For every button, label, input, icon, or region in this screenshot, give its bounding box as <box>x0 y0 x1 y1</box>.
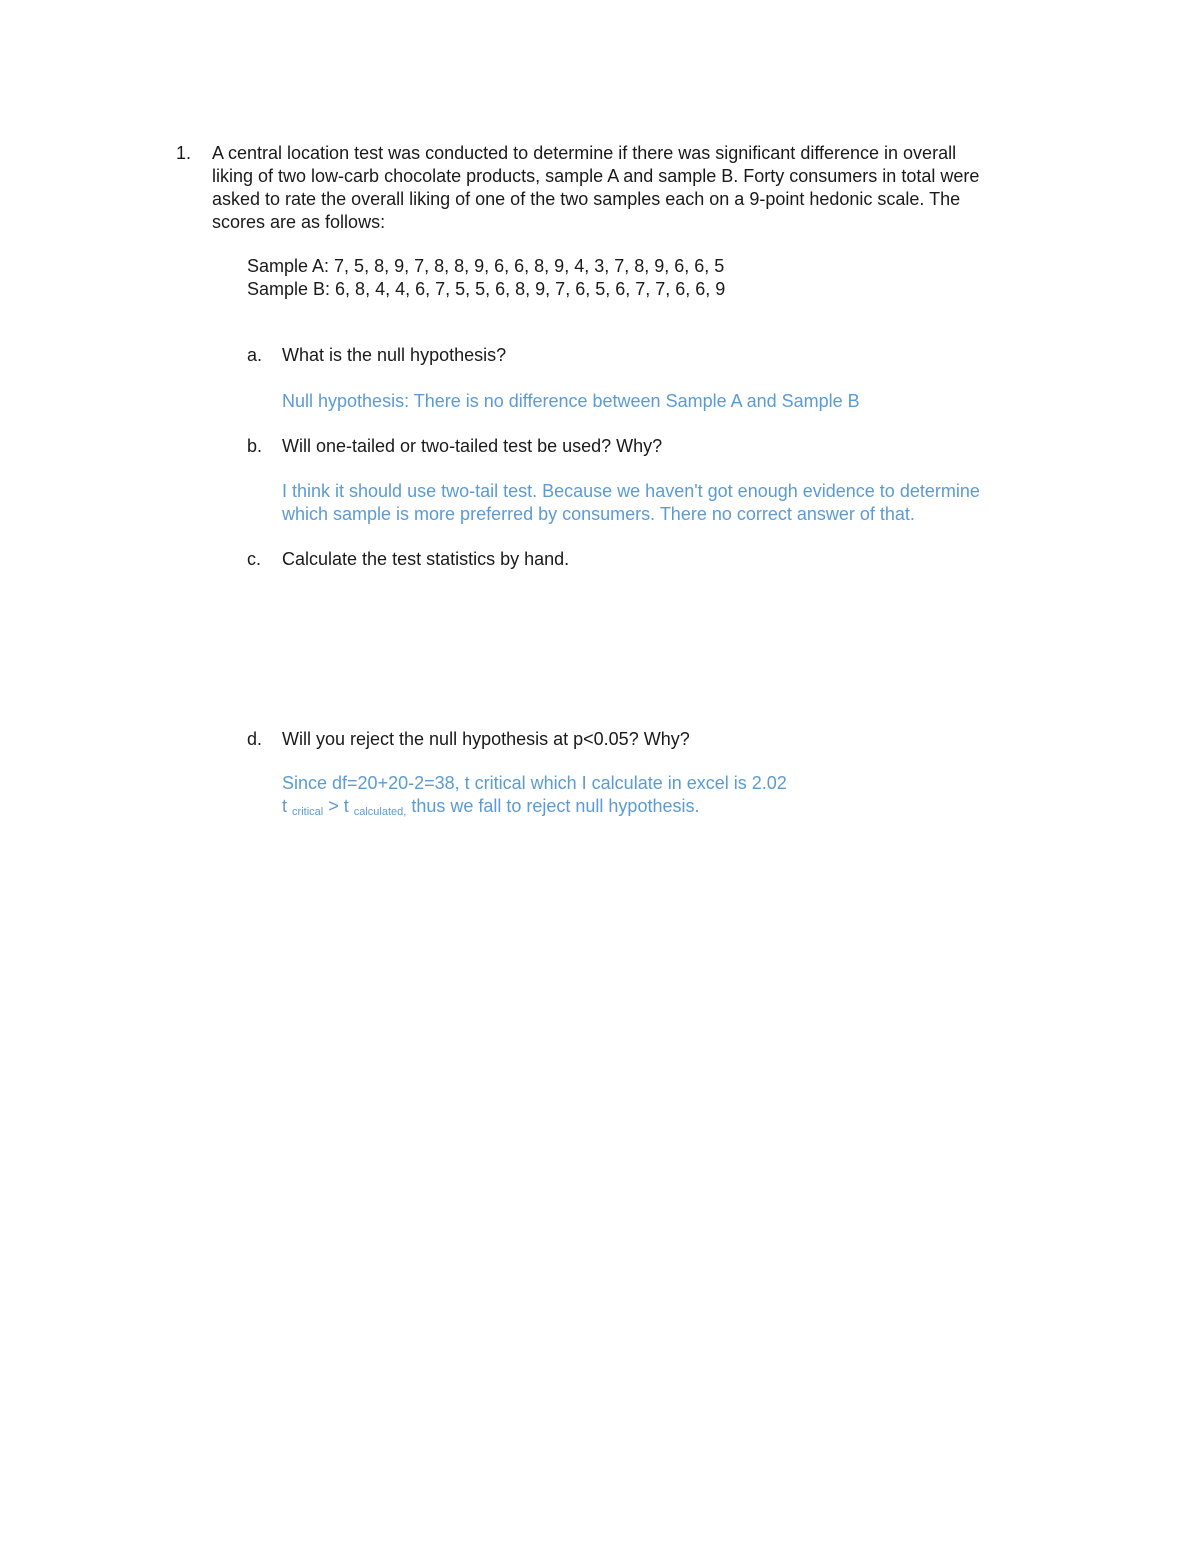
part-c-letter: c. <box>247 549 262 569</box>
part-b-text: Will one-tailed or two-tailed test be used? Why? <box>282 436 663 456</box>
part-a-answer <box>282 390 860 413</box>
part-a-text: What is the null hypothesis? <box>282 345 507 365</box>
part-c-text: Calculate the test statistics by hand. <box>282 549 570 569</box>
calculated-subscript: calculated, <box>353 806 407 818</box>
question-line: liking of two low-carb chocolate products, sample A and sample B. Forty consumers in total were <box>212 166 980 186</box>
question-line: asked to rate the overall liking of one of the two samples each on a 9-point hedonic scale. The <box>212 189 961 209</box>
part-c-question <box>247 548 569 571</box>
part-d-answer <box>282 772 787 821</box>
part-d-letter: d. <box>247 729 263 749</box>
sample-b-scores: Sample B: 6, 8, 4, 4, 6, 7, 5, 5, 6, 8, 9, 7, 6, 5, 6, 7, 7, 6, 6, 9 <box>247 279 726 299</box>
greater-than-t: > t <box>323 796 349 816</box>
part-b-answer <box>282 480 980 526</box>
part-a-answer-text: Null hypothesis: There is no difference between Sample A and Sample B <box>282 391 860 411</box>
part-b-answer-line: I think it should use two-tail test. Because we haven't got enough evidence to determine <box>282 481 980 501</box>
sample-a-scores: Sample A: 7, 5, 8, 9, 7, 8, 8, 9, 6, 6, 8, 9, 4, 3, 7, 8, 9, 6, 6, 5 <box>247 256 725 276</box>
question-line: A central location test was conducted to determine if there was significant difference in overall <box>212 143 957 163</box>
part-b-letter: b. <box>247 436 263 456</box>
part-d-answer-line1: Since df=20+20-2=38, t critical which I calculate in excel is 2.02 <box>282 773 787 793</box>
part-d-answer-line2 <box>282 795 787 821</box>
question-number: 1. <box>176 143 192 163</box>
critical-subscript: critical <box>292 806 324 818</box>
question-text <box>212 142 1062 234</box>
part-d-text: Will you reject the null hypothesis at p<0.05? Why? <box>282 729 690 749</box>
part-b-answer-line: which sample is more preferred by consumers. There no correct answer of that. <box>282 504 915 524</box>
part-b-question <box>247 435 662 458</box>
question-line: scores are as follows: <box>212 212 386 232</box>
part-d-question <box>247 728 690 751</box>
sample-scores <box>247 255 725 301</box>
part-a-question <box>247 344 506 367</box>
conclusion-text: thus we fall to reject null hypothesis. <box>406 796 700 816</box>
part-a-letter: a. <box>247 345 263 365</box>
t-symbol: t <box>282 796 288 816</box>
